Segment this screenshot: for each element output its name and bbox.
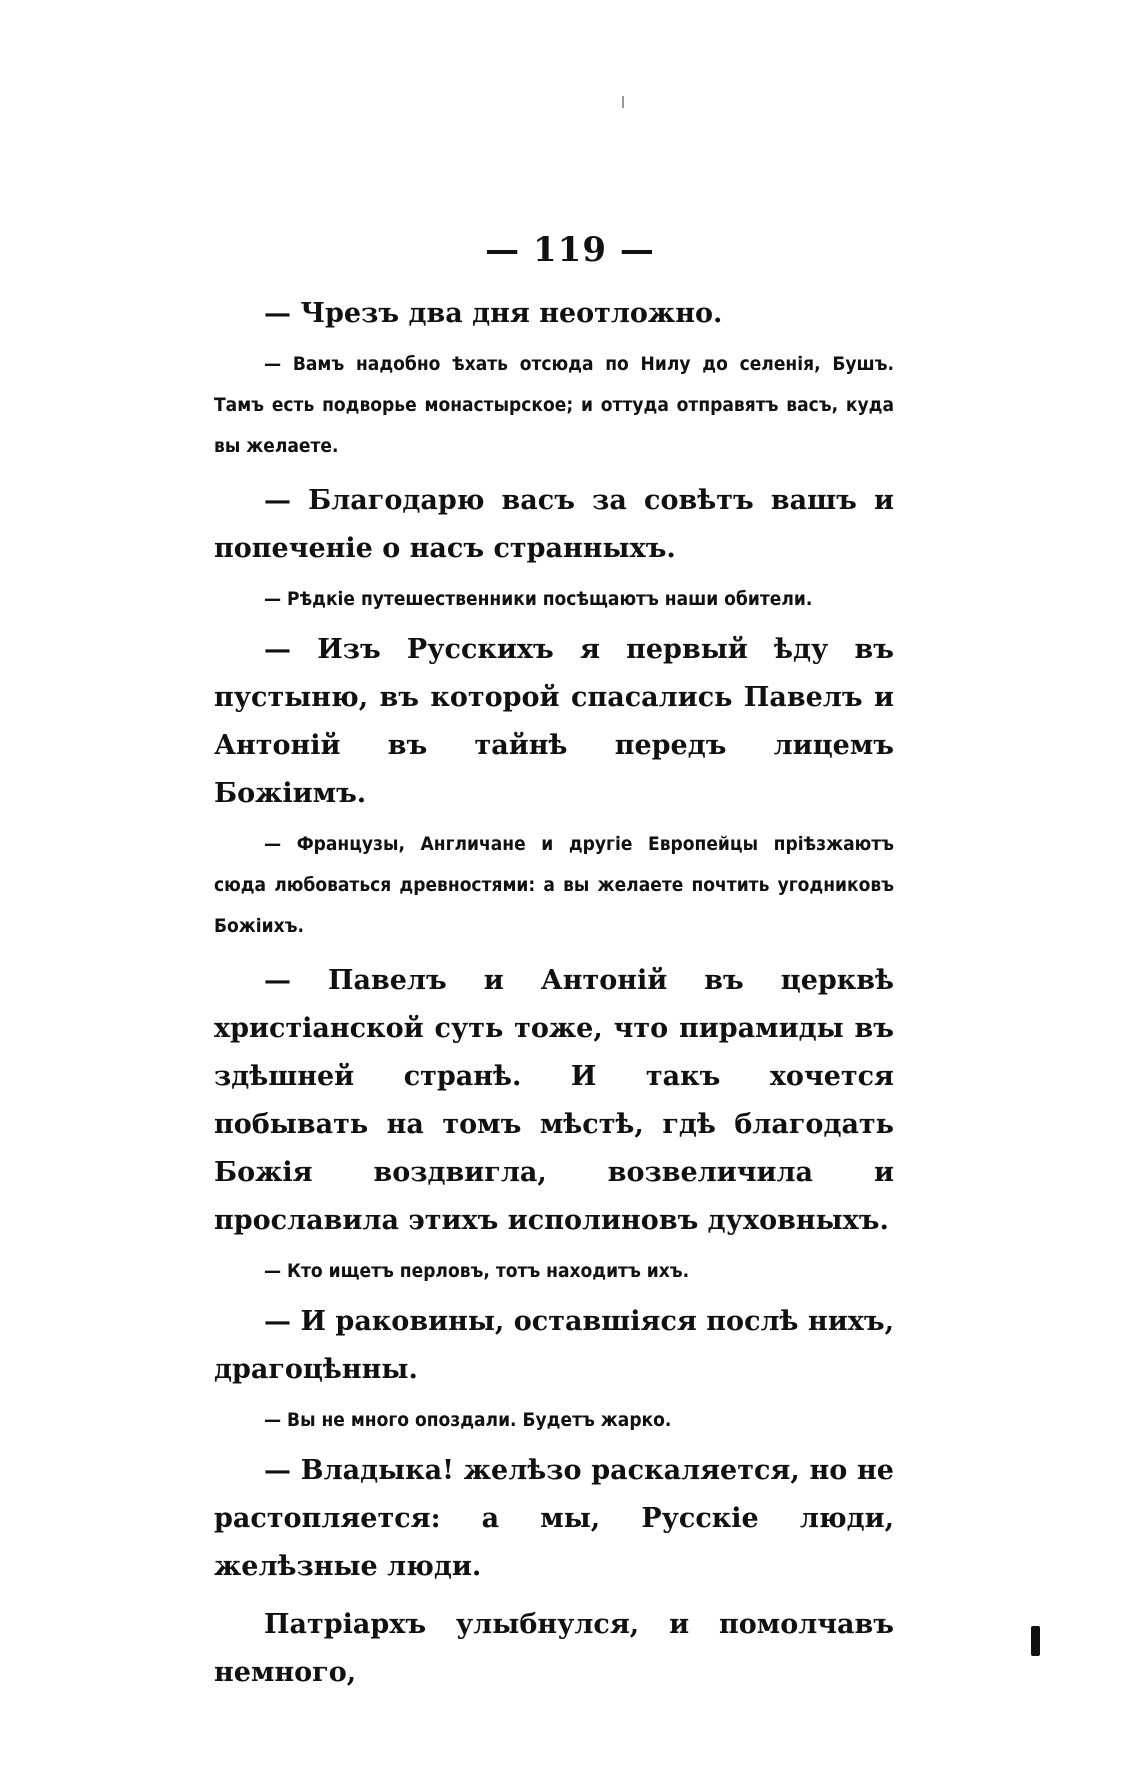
page-text <box>214 290 894 1697</box>
paragraph-6: — Французы, Англичане и другіе Европейцы пріѣзжаютъ сюда любоваться древностями: а вы желаете почтить угодниковъ Божіихъ. <box>214 833 894 937</box>
paragraph-2: — Вамъ надобно ѣхать отсюда по Нилу до селенія, Бушъ. Тамъ есть подворье монастырское; и оттуда отправятъ васъ, куда вы желаете. <box>214 353 894 457</box>
page-number: — 119 — <box>485 230 655 270</box>
paragraph-12: Патріархъ улыбнулся, и помолчавъ немного, <box>214 1609 894 1688</box>
paragraph-5: — Изъ Русскихъ я первый ѣду въ пустыню, въ которой спасались Павелъ и Антоній въ тайнѣ передъ лицемъ Божіимъ. <box>214 634 894 809</box>
binding-edge-mark <box>1031 1626 1040 1656</box>
paragraph-3: — Благодарю васъ за совѣтъ вашъ и попеченіе о насъ странныхъ. <box>214 485 894 564</box>
paragraph-9: — И раковины, оставшіяся послѣ нихъ, драгоцѣнны. <box>214 1306 894 1385</box>
paragraph-4: — Рѣдкіе путешественники посѣщаютъ наши обители. <box>264 588 813 610</box>
paragraph-10: — Вы не много опоздали. Будетъ жарко. <box>264 1409 672 1431</box>
paragraph-8: — Кто ищетъ перловъ, тотъ находитъ ихъ. <box>264 1260 690 1282</box>
paragraph-11: — Владыка! желѣзо раскаляется, но не растопляется: а мы, Русскіе люди, желѣзные люди. <box>214 1455 894 1582</box>
print-speck <box>622 96 624 108</box>
paragraph-1: — Чрезъ два дня неотложно. <box>264 298 723 329</box>
paragraph-7: — Павелъ и Антоній въ церквѣ христіанской суть тоже, что пирамиды въ здѣшней странѣ. И такъ хочется побывать на томъ мѣстѣ, гдѣ благодать Божія воздвигла, возвеличила и прославила этихъ исполиновъ духовныхъ. <box>214 965 894 1236</box>
